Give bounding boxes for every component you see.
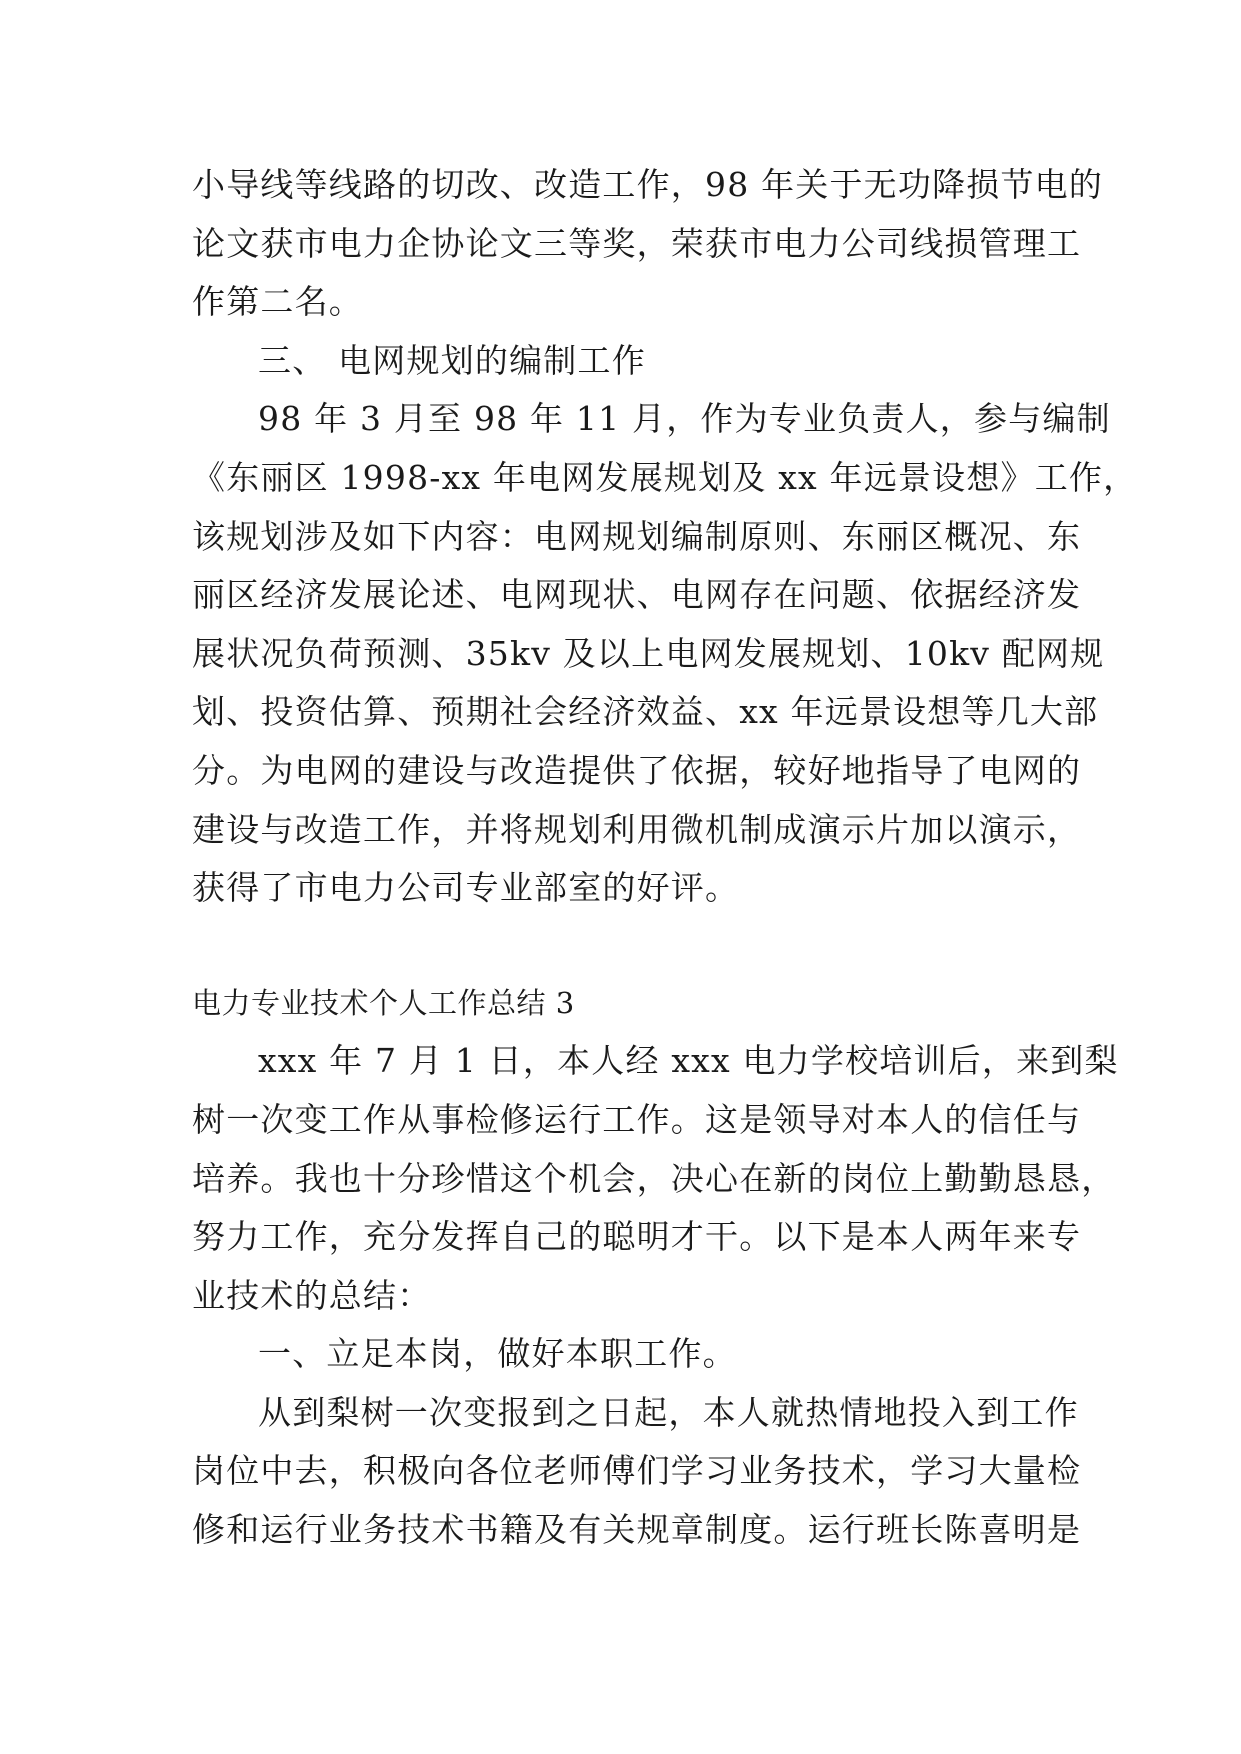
body-line: 业技术的总结：	[192, 1275, 432, 1315]
body-line: 丽区经济发展论述、电网现状、电网存在问题、依据经济发	[192, 575, 1082, 615]
body-line: 树一次变工作从事检修运行工作。这是领导对本人的信任与	[192, 1099, 1082, 1139]
body-line: 修和运行业务技术书籍及有关规章制度。运行班长陈喜明是	[192, 1510, 1082, 1550]
paragraph-first-line: 从到梨树一次变报到之日起，本人就热情地投入到工作	[258, 1392, 1079, 1432]
body-line: 培养。我也十分珍惜这个机会，决心在新的岗位上勤勤恳恳，	[192, 1158, 1116, 1198]
body-line: 论文获市电力企协论文三等奖，荣获市电力公司线损管理工	[192, 223, 1082, 263]
body-line: 划、投资估算、预期社会经济效益、xx 年远景设想等几大部	[192, 692, 1099, 732]
body-line: 建设与改造工作，并将规划利用微机制成演示片加以演示，	[192, 809, 1082, 849]
body-line: 作第二名。	[192, 282, 363, 322]
section-gap	[192, 918, 1052, 974]
section-heading-3: 三、 电网规划的编制工作	[258, 340, 646, 380]
section-title: 电力专业技术个人工作总结 3	[192, 985, 575, 1020]
body-line: 该规划涉及如下内容：电网规划编制原则、东丽区概况、东	[192, 516, 1082, 556]
paragraph-first-line: xxx 年 7 月 1 日，本人经 xxx 电力学校培训后，来到梨	[258, 1041, 1119, 1081]
body-line: 展状况负荷预测、35kv 及以上电网发展规划、10kv 配网规	[192, 633, 1105, 673]
body-line: 《东丽区 1998-xx 年电网发展规划及 xx 年远景设想》工作，	[192, 457, 1138, 497]
body-line: 岗位中去，积极向各位老师傅们学习业务技术，学习大量检	[192, 1451, 1082, 1491]
paragraph-first-line: 98 年 3 月至 98 年 11 月，作为专业负责人，参与编制	[258, 399, 1111, 439]
section-heading-1: 一、立足本岗，做好本职工作。	[258, 1334, 737, 1374]
document-page	[192, 156, 1138, 1560]
body-line: 小导线等线路的切改、改造工作，98 年关于无功降损节电的	[192, 165, 1104, 204]
body-line: 分。为电网的建设与改造提供了依据，较好地指导了电网的	[192, 750, 1082, 790]
body-line: 获得了市电力公司专业部室的好评。	[192, 868, 740, 908]
body-line: 努力工作，充分发挥自己的聪明才干。以下是本人两年来专	[192, 1217, 1082, 1257]
